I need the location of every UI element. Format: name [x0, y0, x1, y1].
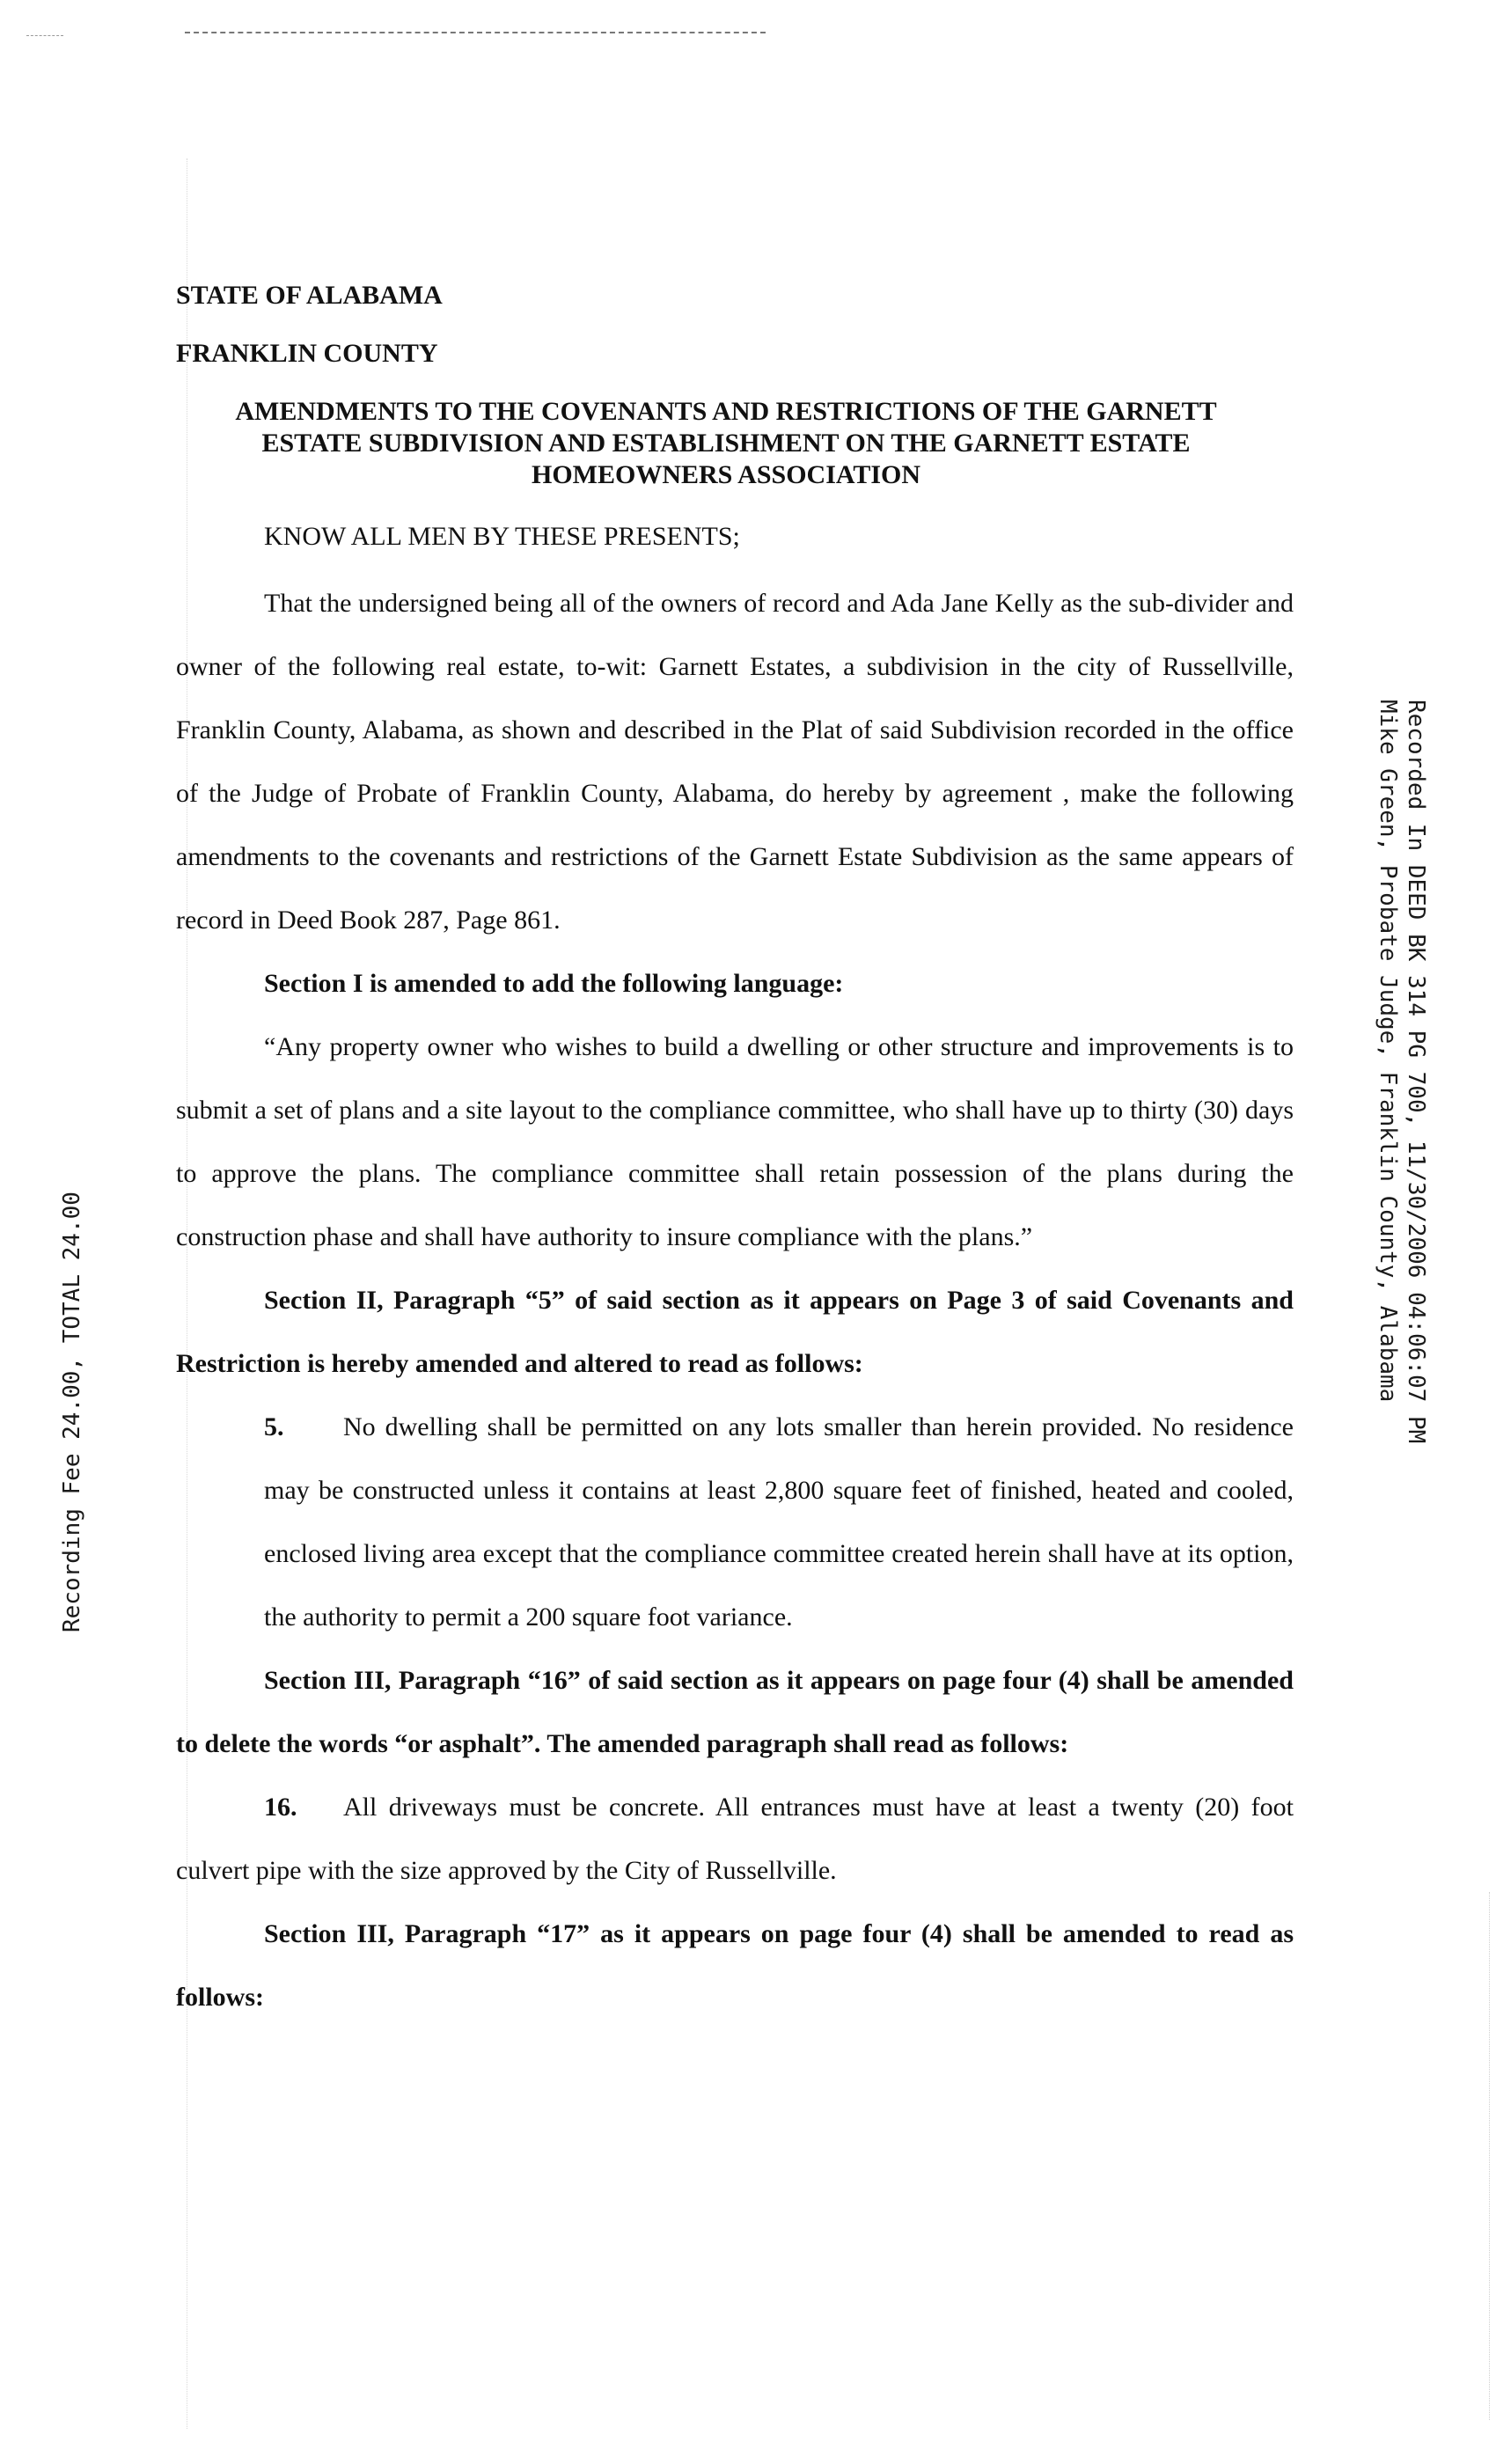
scan-artifact-top-line	[185, 32, 766, 33]
paragraph-5-text: No dwelling shall be permitted on any lots smaller than herein provided. No residence may be constructed unless it contains at least 2,800 square feet of finished, heated and cooled, enclosed living area except that the compliance committee created herein shall have at its option, the authority to permit a 200 square foot variance.	[264, 1412, 1294, 1632]
paragraph-5	[264, 1396, 1294, 1649]
section-3b-heading: Section III, Paragraph “17” as it appears on page four (4) shall be amended to read as follows:	[176, 1919, 1294, 2012]
paragraph-16	[176, 1776, 1294, 1903]
paragraph-16-number: 16.	[264, 1793, 297, 1822]
recital-paragraph: That the undersigned being all of the owners of record and Ada Jane Kelly as the sub-divider and owner of the following real estate, to-wit: Garnett Estates, a subdivision in the city of Russellville, Franklin County, Alabama, as shown and described in the Plat of said Subdivision recorded in the office of the Judge of Probate of Franklin County, Alabama, do hereby by agreement , make the following amendments to the covenants and restrictions of the Garnett Estate Subdivision as the same appears of record in Deed Book 287, Page 861.	[176, 589, 1294, 935]
title-line: AMENDMENTS TO THE COVENANTS AND RESTRICTIONS OF THE GARNETT	[235, 397, 1217, 426]
state-heading: STATE OF ALABAMA	[176, 281, 443, 310]
recorded-stamp-line-1: Recorded In DEED BK 314 PG 700, 11/30/2006 04:06:07 PM	[1403, 700, 1429, 1444]
recorded-stamp	[1374, 700, 1430, 1443]
scan-artifact-right-margin	[1489, 1892, 1490, 2420]
intro-line: KNOW ALL MEN BY THESE PRESENTS;	[264, 522, 740, 551]
section-1-text: “Any property owner who wishes to build a dwelling or other structure and improvements is to submit a set of plans and a site layout to the compliance committee, who shall have up to thirty (30) days to approve the plans. The compliance committee shall retain possession of the plans during the construction phase and shall have authority to insure compliance with the plans.”	[176, 1032, 1294, 1251]
document-page	[176, 280, 1294, 2029]
title-line: HOMEOWNERS ASSOCIATION	[531, 460, 921, 489]
recorded-stamp-line-2: Mike Green, Probate Judge, Franklin County, Alabama	[1375, 700, 1401, 1403]
county-heading: FRANKLIN COUNTY	[176, 339, 438, 368]
title-line: ESTATE SUBDIVISION AND ESTABLISHMENT ON THE GARNETT ESTATE	[261, 429, 1191, 458]
paragraph-16-text: All driveways must be concrete. All entrances must have at least a twenty (20) foot culvert pipe with the size approved by the City of Russellville.	[176, 1793, 1294, 1885]
scan-artifact-corner	[26, 35, 63, 36]
section-2-heading: Section II, Paragraph “5” of said section as it appears on Page 3 of said Covenants and Restriction is hereby amended and altered to read as follows:	[176, 1286, 1294, 1378]
recording-fee-stamp: Recording Fee 24.00, TOTAL 24.00	[59, 1192, 85, 1632]
section-1-heading: Section I is amended to add the following language:	[264, 969, 844, 998]
paragraph-5-number: 5.	[264, 1412, 284, 1441]
section-3a-heading: Section III, Paragraph “16” of said section as it appears on page four (4) shall be amended to delete the words “or asphalt”. The amended paragraph shall read as follows:	[176, 1666, 1294, 1758]
document-title	[176, 396, 1294, 491]
